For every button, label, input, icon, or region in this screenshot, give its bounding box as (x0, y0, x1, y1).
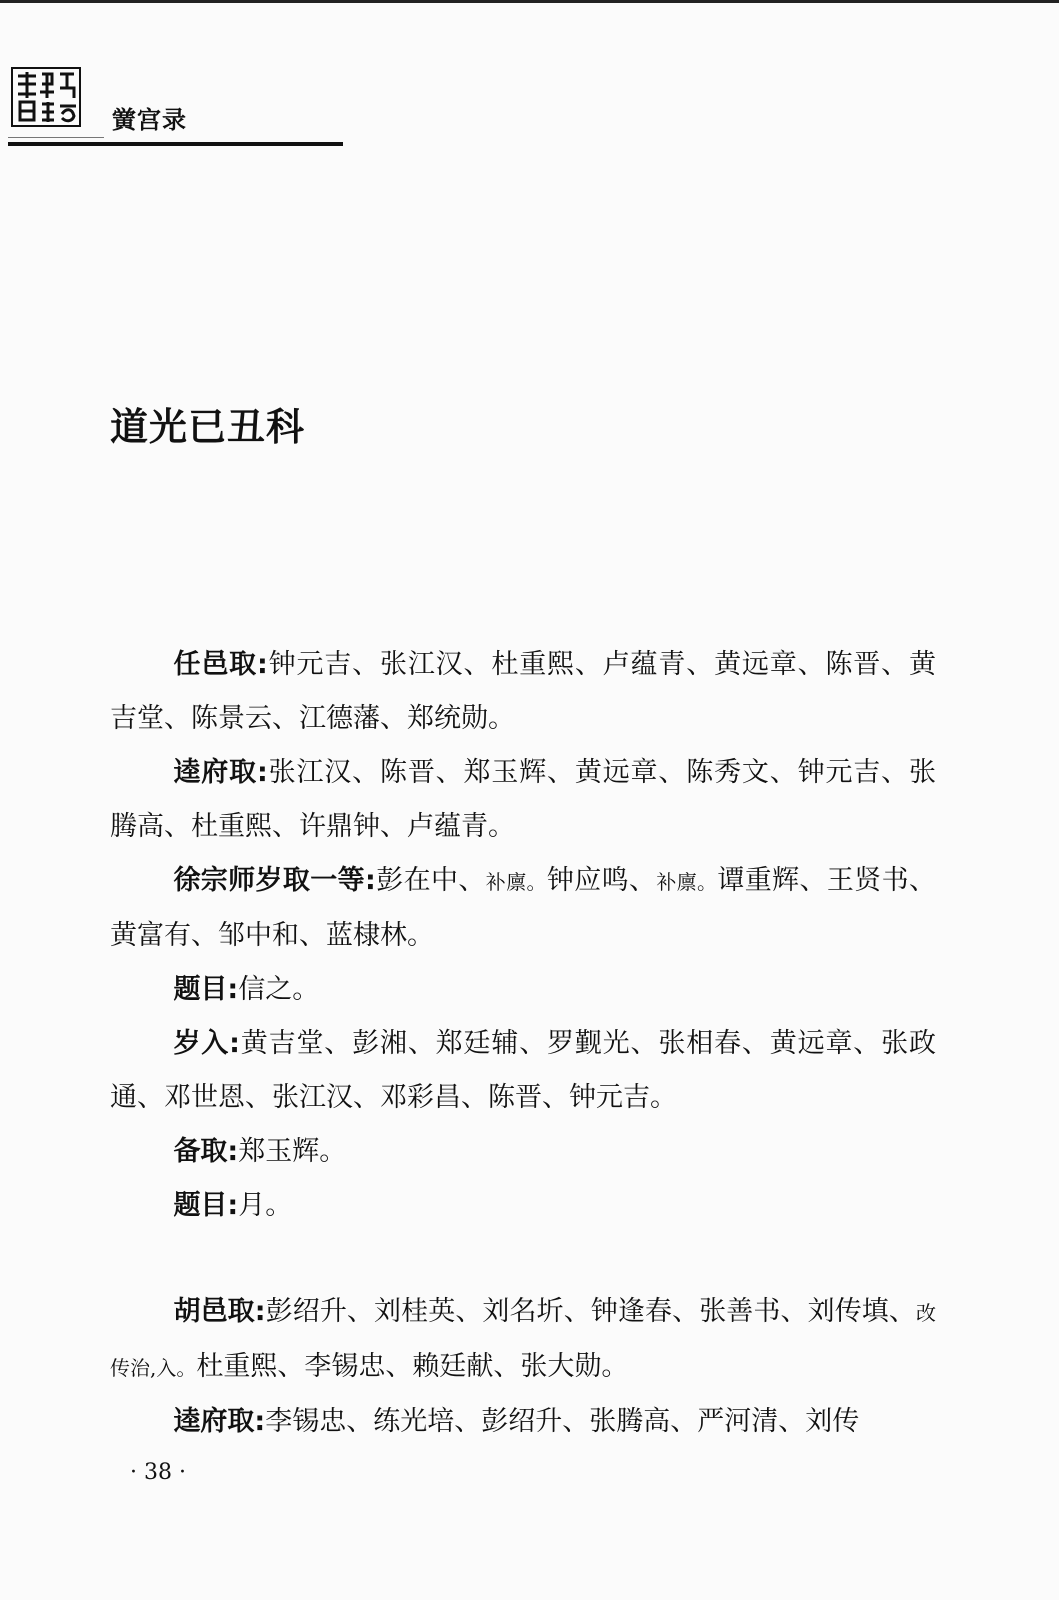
entry-label: 备取: (173, 1136, 239, 1167)
entry-text: 信之。 (238, 974, 320, 1005)
entry-text: 李锡忠、练光培、彭绍升、张腾高、严河清、刘传 (265, 1406, 860, 1437)
entry-label: 逵府取: (173, 757, 268, 788)
paragraph (110, 746, 936, 854)
chapter-title: 道光已丑科 (110, 405, 306, 449)
header-thin-rule (8, 137, 104, 138)
entry-text: 杜重熙、李锡忠、赖廷献、张大勋。 (196, 1351, 629, 1382)
paragraph (110, 963, 936, 1017)
paragraph (110, 854, 936, 963)
entry-text: 郑玉辉。 (238, 1136, 347, 1167)
paragraph (110, 1017, 936, 1125)
paragraph (110, 1285, 936, 1395)
page-number: · 38 · (130, 1460, 186, 1485)
entry-text: 谭重辉、王贤书、黄富有、邹中和、蓝棣林。 (110, 865, 937, 951)
entry-text: 钟应鸣、 (546, 865, 657, 896)
top-edge-rule (0, 0, 1059, 3)
paragraph (110, 1179, 936, 1233)
entry-label: 徐宗师岁取一等: (173, 865, 376, 896)
seal-icon (10, 66, 82, 128)
paragraph (110, 638, 936, 746)
running-header-title: 黉宫录 (112, 106, 187, 134)
entry-note: 补廪。 (656, 870, 718, 894)
entry-label: 逵府取: (173, 1406, 266, 1437)
entry-label: 任邑取: (173, 649, 268, 680)
header-rule (8, 142, 343, 146)
section-gap (110, 1233, 936, 1285)
entry-text: 张江汉、陈晋、郑玉辉、黄远章、陈秀文、钟元吉、张腾高、杜重熙、许鼎钟、卢蕴青。 (110, 757, 936, 842)
entry-text: 彭在中、 (375, 865, 486, 896)
entry-note: 补廪。 (485, 870, 547, 894)
paragraph (110, 1395, 936, 1449)
entry-text: 月。 (238, 1190, 293, 1221)
entry-text: 钟元吉、张江汉、杜重熙、卢蕴青、黄远章、陈晋、黄吉堂、陈景云、江德藩、郑统勋。 (110, 649, 936, 734)
entry-label: 胡邑取: (173, 1296, 266, 1327)
entry-note: 改传治,入。 (110, 1301, 936, 1380)
entry-label: 题目: (173, 974, 239, 1005)
paragraph (110, 1125, 936, 1179)
entry-label: 岁入: (173, 1028, 240, 1059)
entry-label: 题目: (173, 1190, 239, 1221)
entry-text: 彭绍升、刘桂英、刘名圻、钟逢春、张善书、刘传填、 (265, 1296, 916, 1327)
entry-text: 黄吉堂、彭湘、郑廷辅、罗觐光、张相春、黄远章、张政通、邓世恩、张江汉、邓彩昌、陈晋、钟元吉。 (110, 1028, 936, 1113)
body-text (110, 638, 936, 1449)
